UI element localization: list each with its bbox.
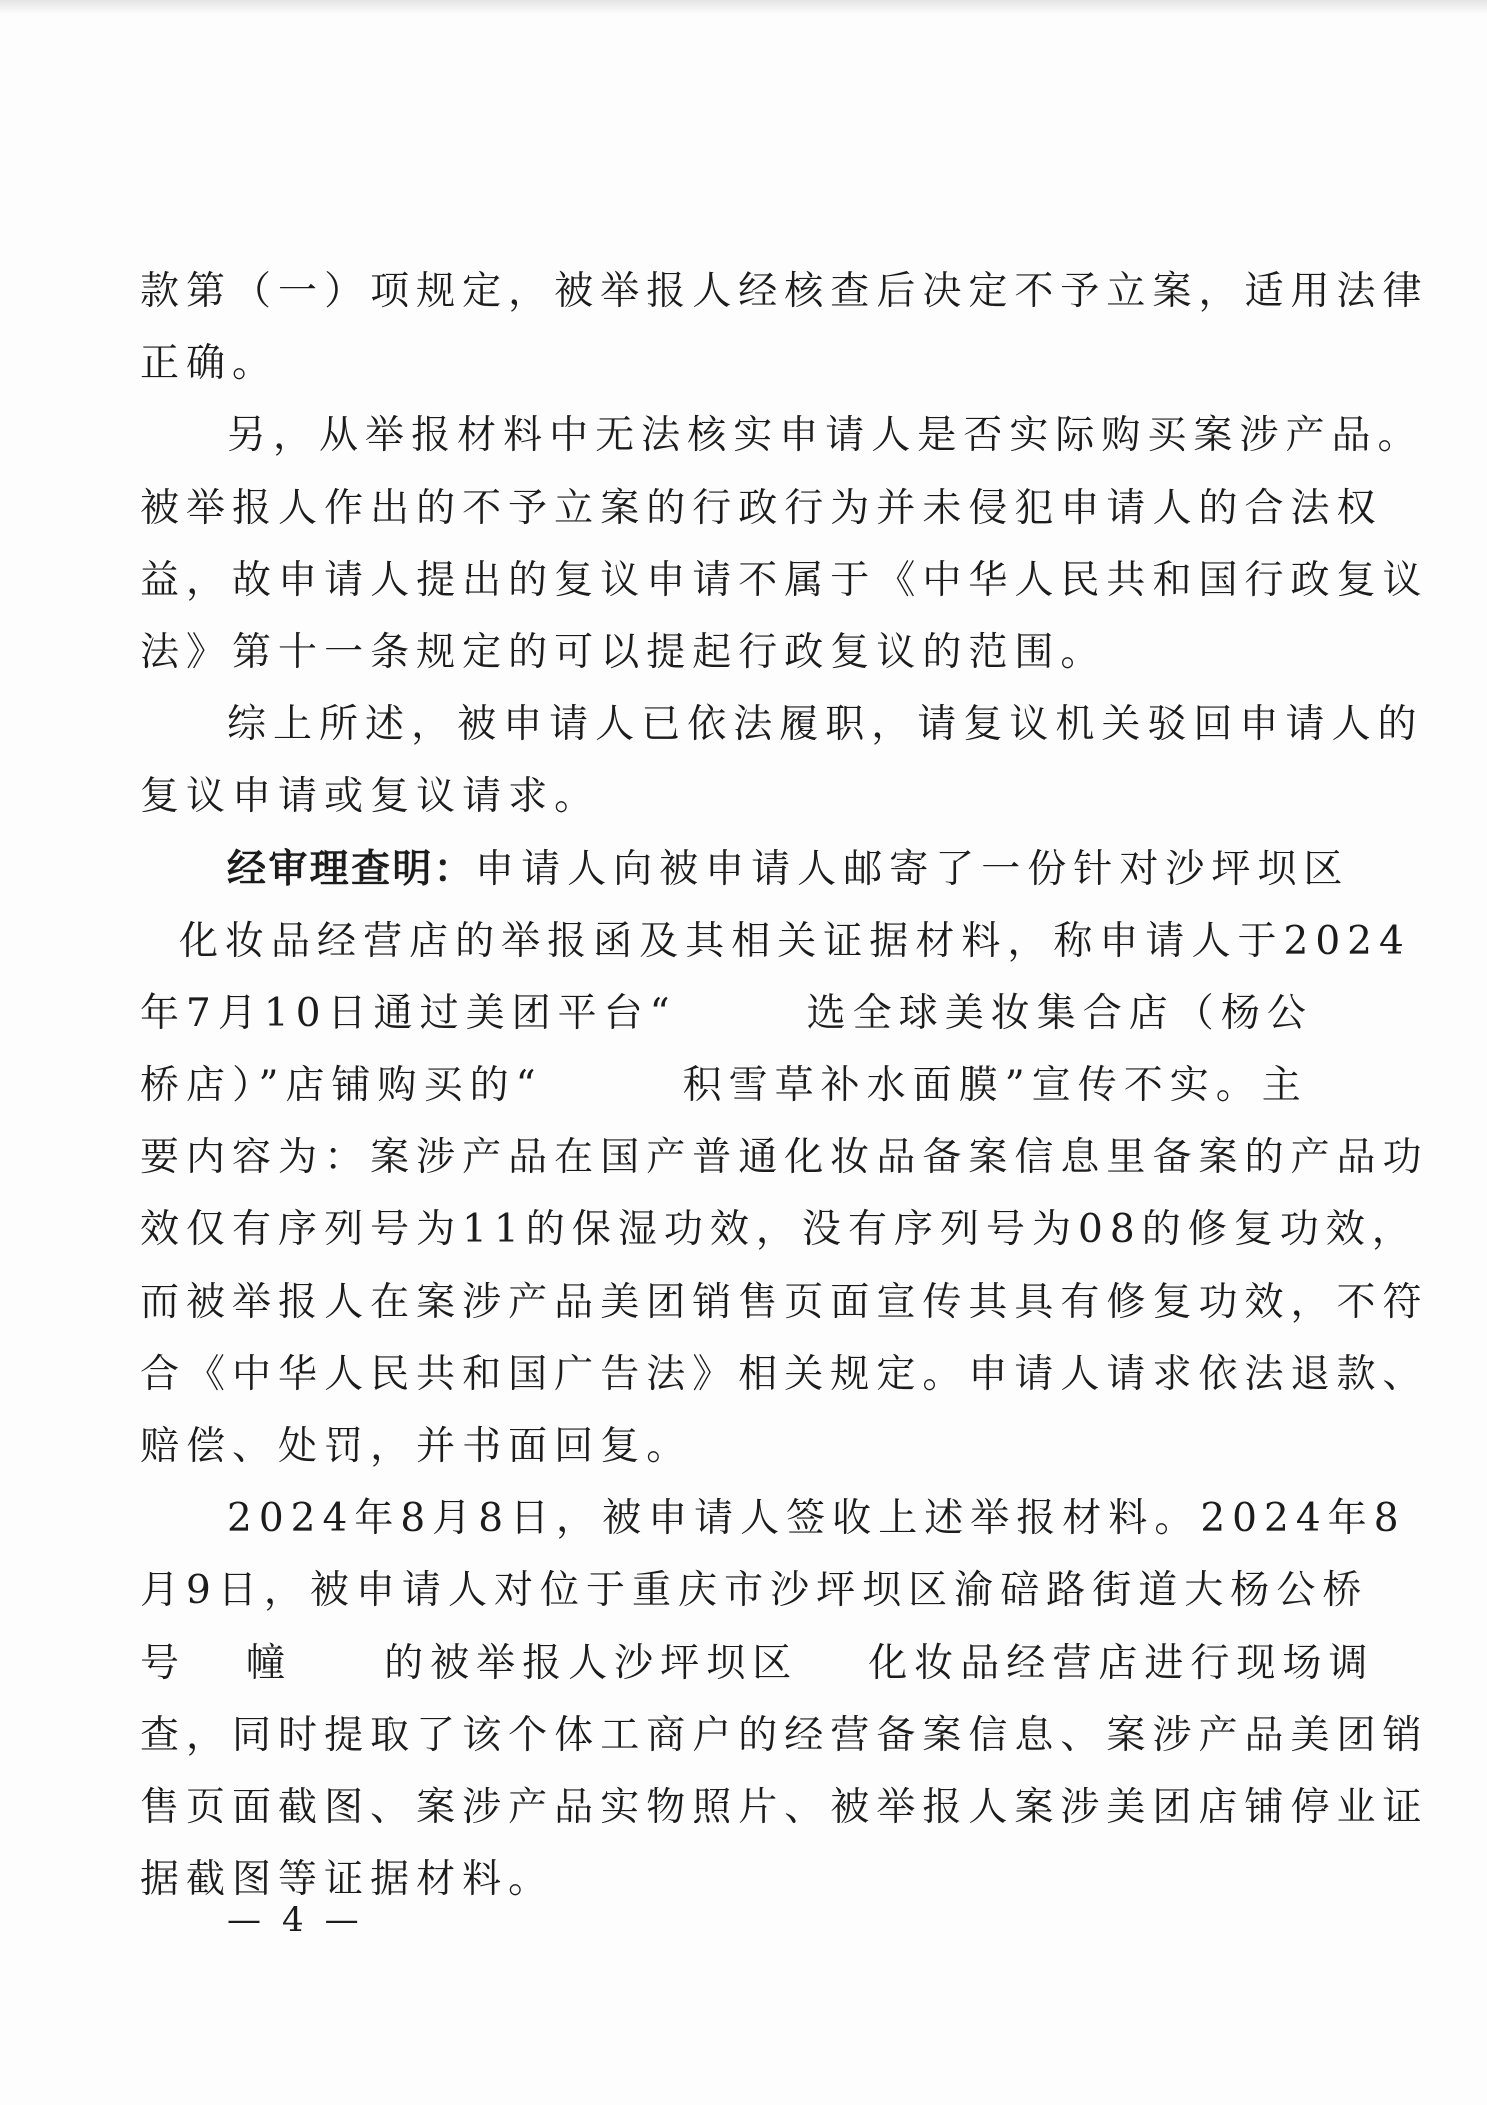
text-line: 合《中华人民共和国广告法》相关规定。申请人请求依法退款、 xyxy=(140,1351,1429,1397)
text-segment: 号 xyxy=(140,1640,187,1686)
text-line xyxy=(140,1050,1308,1122)
paragraph-start-line: 另，从举报材料中无法核实申请人是否实际购买案涉产品。 xyxy=(227,413,1424,459)
findings-heading-line xyxy=(140,834,1350,906)
text-segment: 选全球美妆集合店（杨公 xyxy=(806,990,1313,1036)
text-segment: 桥店）”店铺购买的“ xyxy=(140,1063,543,1109)
body-text xyxy=(140,256,1429,1916)
text-segment: 的被举报人沙坪坝区 xyxy=(384,1640,799,1686)
text-line: 款第（一）项规定，被举报人经核查后决定不予立案，适用法律 xyxy=(140,269,1429,314)
findings-text: 申请人向被申请人邮寄了一份针对沙坪坝区 xyxy=(475,846,1350,892)
paragraph-start-line: 2024年8月8日，被申请人签收上述举报材料。2024年8 xyxy=(227,1496,1406,1542)
text-line: 法》第十一条规定的可以提起行政复议的范围。 xyxy=(140,629,1107,675)
text-line: 查，同时提取了该个体工商户的经营备案信息、案涉产品美团销 xyxy=(140,1712,1429,1758)
text-segment: 化妆品经营店进行现场调 xyxy=(868,1640,1375,1686)
text-line: 据截图等证据材料。 xyxy=(140,1857,555,1903)
text-line: 被举报人作出的不予立案的行政行为并未侵犯申请人的合法权 xyxy=(140,485,1383,531)
text-line: 益，故申请人提出的复议申请不属于《中华人民共和国行政复议 xyxy=(140,557,1429,603)
text-line: 月9日，被申请人对位于重庆市沙坪坝区渝碚路街道大杨公桥 xyxy=(140,1568,1369,1614)
text-line: 要内容为：案涉产品在国产普通化妆品备案信息里备案的产品功 xyxy=(140,1135,1429,1181)
scan-edge-shadow xyxy=(0,0,1487,14)
text-line: 正确。 xyxy=(140,341,279,387)
text-line: 效仅有序列号为11的保湿功效，没有序列号为08的修复功效， xyxy=(140,1207,1418,1253)
text-line: 赔偿、处罚，并书面回复。 xyxy=(140,1424,693,1469)
findings-label: 经审理查明： xyxy=(227,846,476,892)
text-line: 而被举报人在案涉产品美团销售页面宣传其具有修复功效，不符 xyxy=(140,1279,1429,1325)
text-segment: 年7月10日通过美团平台“ xyxy=(140,990,677,1036)
text-line: 售页面截图、案涉产品实物照片、被举报人案涉美团店铺停业证 xyxy=(140,1784,1429,1830)
text-line xyxy=(140,1628,1375,1700)
page-number: — 4 — xyxy=(227,1900,364,1940)
text-line xyxy=(140,978,1313,1050)
text-line: 化妆品经营店的举报函及其相关证据材料，称申请人于2024 xyxy=(179,918,1411,964)
text-line: 复议申请或复议请求。 xyxy=(140,774,601,820)
text-segment: 幢 xyxy=(246,1640,293,1686)
paragraph-start-line: 综上所述，被申请人已依法履职，请复议机关驳回申请人的 xyxy=(227,702,1424,748)
text-segment: 积雪草补水面膜”宣传不实。主 xyxy=(682,1063,1308,1109)
